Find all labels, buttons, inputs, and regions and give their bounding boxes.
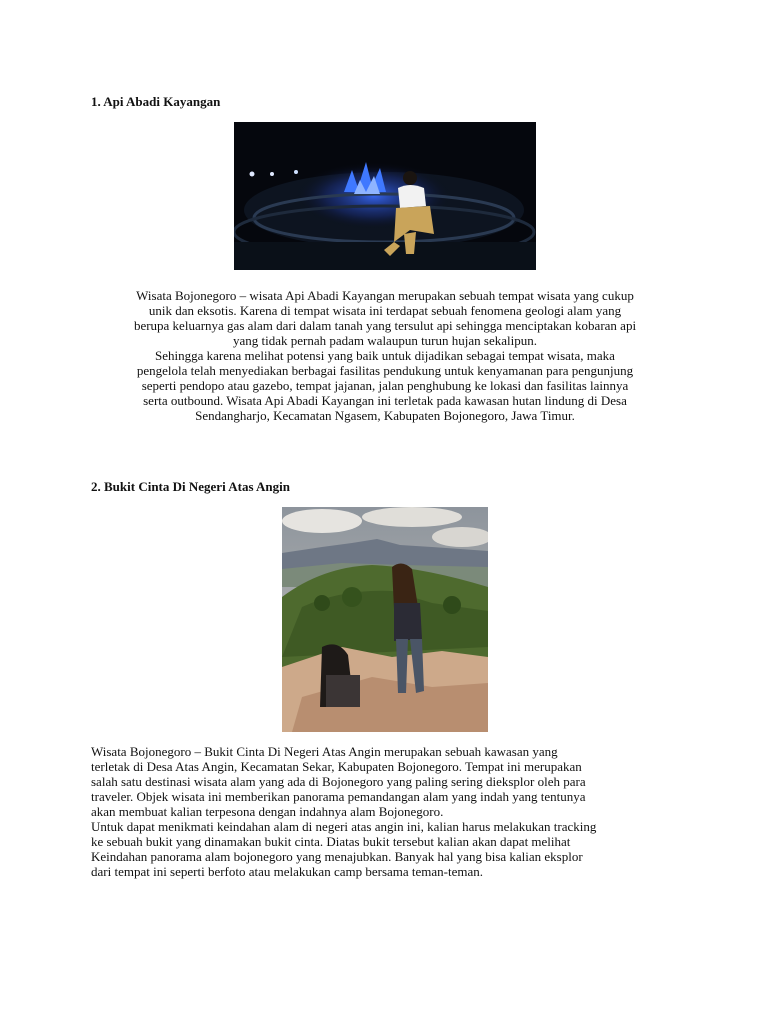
paragraph-line: terletak di Desa Atas Angin, Kecamatan Sekar, Kabupaten Bojonegoro. Tempat ini merupakan: [91, 759, 582, 774]
paragraph-line: ke sebuah bukit yang dinamakan bukit cinta. Diatas bukit tersebut kalian akan dapat melihat: [91, 834, 571, 849]
paragraph-line: Wisata Bojonegoro – Bukit Cinta Di Negeri Atas Angin merupakan sebuah kawasan yang: [91, 744, 558, 759]
section-paragraph-bukit-cinta: [91, 744, 691, 879]
paragraph-line: pengelola telah menyediakan berbagai fasilitas pendukung untuk kenyamanan para pengunjung: [136, 363, 634, 378]
api-abadi-photo: [234, 122, 536, 270]
paragraph-line: Sendangharjo, Kecamatan Ngasem, Kabupaten Bojonegoro, Jawa Timur.: [195, 408, 575, 423]
paragraph-line: dari tempat ini seperti berfoto atau melakukan camp bersama teman-teman.: [91, 864, 484, 879]
paragraph-line: Sehingga karena melihat potensi yang baik untuk dijadikan sebagai tempat wisata, maka: [155, 348, 615, 363]
section-heading-bukit-cinta: 2. Bukit Cinta Di Negeri Atas Angin: [91, 479, 290, 494]
bukit-cinta-photo: [282, 507, 488, 732]
paragraph-line: salah satu destinasi wisata alam yang ada di Bojonegoro yang paling sering dieksplor oleh para: [91, 774, 586, 789]
section-paragraph-api-abadi: [86, 288, 684, 423]
paragraph-line: Keindahan panorama alam bojonegoro yang menajubkan. Banyak hal yang bisa kalian eksplor: [91, 849, 583, 864]
section-heading-api-abadi: 1. Api Abadi Kayangan: [91, 94, 221, 109]
paragraph-line: Wisata Bojonegoro – wisata Api Abadi Kayangan merupakan sebuah tempat wisata yang cukup: [136, 288, 634, 303]
paragraph-line: unik dan eksotis. Karena di tempat wisata ini terdapat sebuah fenomena geologi alam yang: [148, 303, 622, 318]
paragraph-line: seperti pendopo atau gazebo, tempat jajanan, jalan penghubung ke lokasi dan fasilitas lainnya: [141, 378, 629, 393]
paragraph-line: traveler. Objek wisata ini memberikan panorama pemandangan alam yang indah yang tentunya: [91, 789, 586, 804]
paragraph-line: serta outbound. Wisata Api Abadi Kayangan ini terletak pada kawasan hutan lindung di Desa: [143, 393, 627, 408]
paragraph-line: berupa keluarnya gas alam dari dalam tanah yang tersulut api sehingga menciptakan kobaran api: [133, 318, 637, 333]
blue-fire-night-image: [234, 122, 536, 270]
hill-landscape-image: [282, 507, 488, 732]
paragraph-line: yang tidak pernah padam walaupun turun hujan sekalipun.: [233, 333, 537, 348]
paragraph-line: akan membuat kalian terpesona dengan indahnya alam Bojonegoro.: [91, 804, 444, 819]
paragraph-line: Untuk dapat menikmati keindahan alam di negeri atas angin ini, kalian harus melakukan tracking: [91, 819, 597, 834]
